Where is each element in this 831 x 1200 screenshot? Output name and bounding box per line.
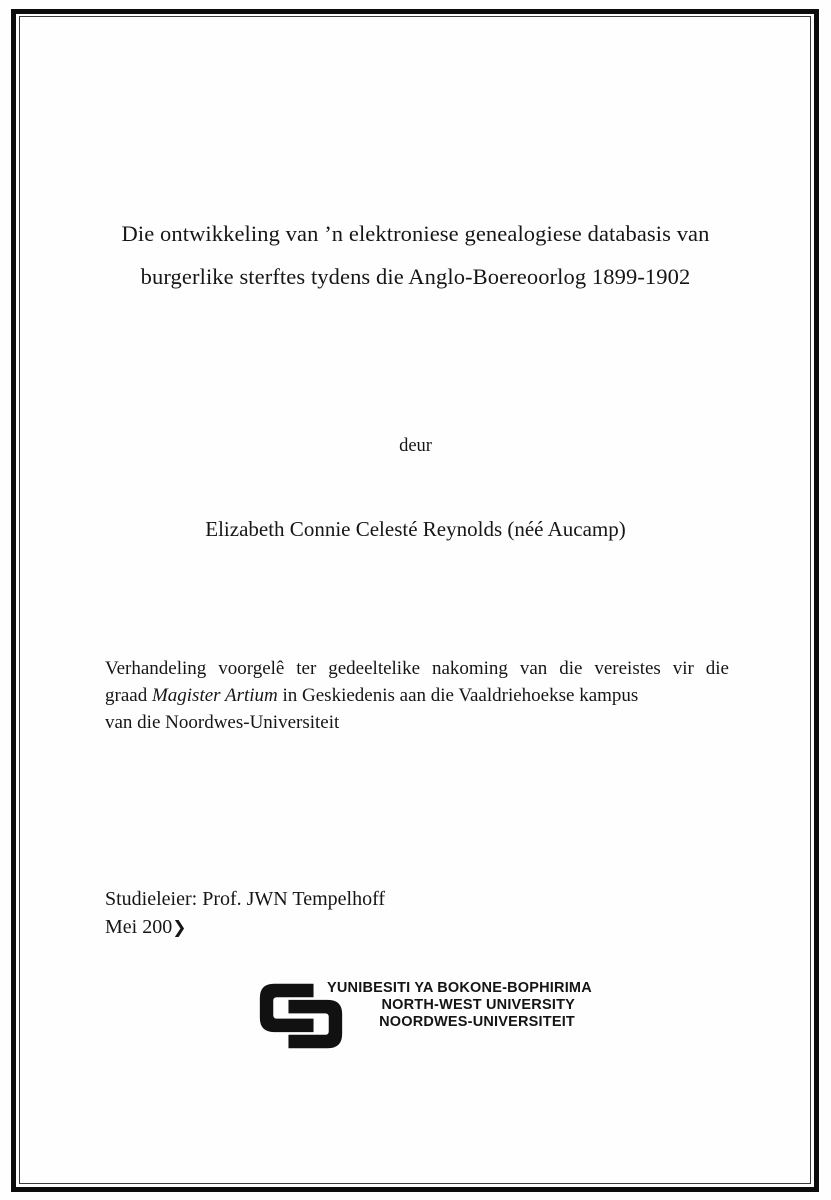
logo-line-english: NORTH-WEST UNIVERSITY [381, 997, 575, 1013]
thesis-title-line2: burgerlike sterftes tydens die Anglo-Boereoorlog 1899-1902 [140, 264, 691, 289]
submission-date [105, 914, 385, 943]
author-name: Elizabeth Connie Celesté Reynolds (néé Aucamp) [205, 517, 626, 541]
date-text: Mei 200 [105, 915, 173, 938]
thesis-statement [105, 655, 729, 736]
statement-line2 [105, 682, 729, 709]
thesis-title-line1: Die ontwikkeling van ’n elektroniese genealogiese databasis van [121, 221, 710, 246]
statement-line2-pre: graad [105, 685, 148, 706]
supervisor-block [105, 886, 385, 942]
logo-line-afrikaans: NOORDWES-UNIVERSITEIT [379, 1014, 575, 1030]
university-logo-text [327, 980, 592, 1031]
statement-line3: van die Noordwes-Universiteit [105, 712, 340, 733]
supervisor-name: Studieleier: Prof. JWN Tempelhoff [105, 888, 386, 910]
statement-line1: Verhandeling voorgelê ter gedeeltelike nakoming van die vereistes vir die [105, 658, 729, 679]
logo-line-setswana: YUNIBESITI YA BOKONE-BOPHIRIMA [327, 980, 592, 996]
university-logo [253, 980, 592, 1050]
statement-degree-name: Magister Artium [151, 685, 278, 706]
thesis-title [0, 212, 831, 298]
byline-label: deur [399, 436, 432, 456]
date-last-digit-glyph: ❯ [172, 917, 186, 938]
statement-line2-post: in Geskiedenis aan die Vaaldriehoekse kampus [282, 685, 639, 706]
